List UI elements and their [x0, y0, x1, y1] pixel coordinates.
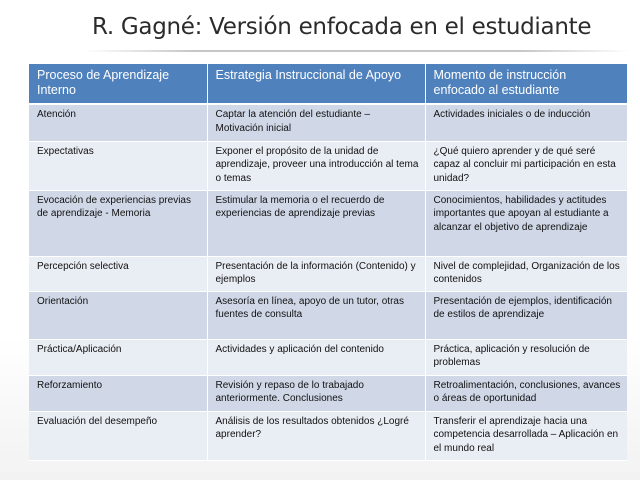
- table-row: [29, 291, 627, 339]
- table-row: [29, 375, 627, 411]
- title-divider: [84, 50, 630, 52]
- table-cell: Actividades y aplicación del contenido: [207, 339, 425, 375]
- table-cell: Transferir el aprendizaje hacia una competencia desarrollada – Aplicación en el mundo real: [425, 411, 627, 460]
- table-row: [29, 190, 627, 256]
- table-cell: ¿Qué quiero aprender y de qué seré capaz al concluir mi participación en esta unidad?: [425, 141, 627, 190]
- table-cell: Asesoría en línea, apoyo de un tutor, otras fuentes de consulta: [207, 291, 425, 339]
- table-cell: Exponer el propósito de la unidad de aprendizaje, proveer una introducción al tema o temas: [207, 141, 425, 190]
- table-cell: Expectativas: [29, 141, 207, 190]
- table-header-row: [29, 64, 627, 104]
- table-cell: Evaluación del desempeño: [29, 411, 207, 460]
- table-row: [29, 141, 627, 190]
- table-cell: Presentación de la información (Contenido) y ejemplos: [207, 256, 425, 291]
- table-cell: Práctica, aplicación y resolución de problemas: [425, 339, 627, 375]
- gagne-table: [29, 64, 627, 461]
- table-cell: Reforzamiento: [29, 375, 207, 411]
- table-cell: Análisis de los resultados obtenidos ¿Logré aprender?: [207, 411, 425, 460]
- table-row: [29, 104, 627, 141]
- table-cell: Atención: [29, 104, 207, 141]
- column-header-momento: Momento de instrucción enfocado al estudiante: [425, 64, 627, 104]
- column-header-proceso: Proceso de Aprendizaje Interno: [29, 64, 207, 104]
- table-cell: Actividades iniciales o de inducción: [425, 104, 627, 141]
- table-cell: Práctica/Aplicación: [29, 339, 207, 375]
- table-row: [29, 256, 627, 291]
- table-cell: Evocación de experiencias previas de aprendizaje - Memoria: [29, 190, 207, 256]
- table-row: [29, 339, 627, 375]
- table-row: [29, 411, 627, 460]
- table-cell: Retroalimentación, conclusiones, avances o áreas de oportunidad: [425, 375, 627, 411]
- table-cell: Percepción selectiva: [29, 256, 207, 291]
- table-cell: Conocimientos, habilidades y actitudes importantes que apoyan al estudiante a alcanzar el objetivo de aprendizaje: [425, 190, 627, 256]
- table-cell: Presentación de ejemplos, identificación de estilos de aprendizaje: [425, 291, 627, 339]
- slide-title: R. Gagné: Versión enfocada en el estudiante: [92, 14, 592, 40]
- table-cell: Estimular la memoria o el recuerdo de experiencias de aprendizaje previas: [207, 190, 425, 256]
- table-cell: Nivel de complejidad, Organización de los contenidos: [425, 256, 627, 291]
- table-cell: Orientación: [29, 291, 207, 339]
- table-cell: Revisión y repaso de lo trabajado anteriormente. Conclusiones: [207, 375, 425, 411]
- column-header-estrategia: Estrategia Instruccional de Apoyo: [207, 64, 425, 104]
- table-cell: Captar la atención del estudiante – Motivación inicial: [207, 104, 425, 141]
